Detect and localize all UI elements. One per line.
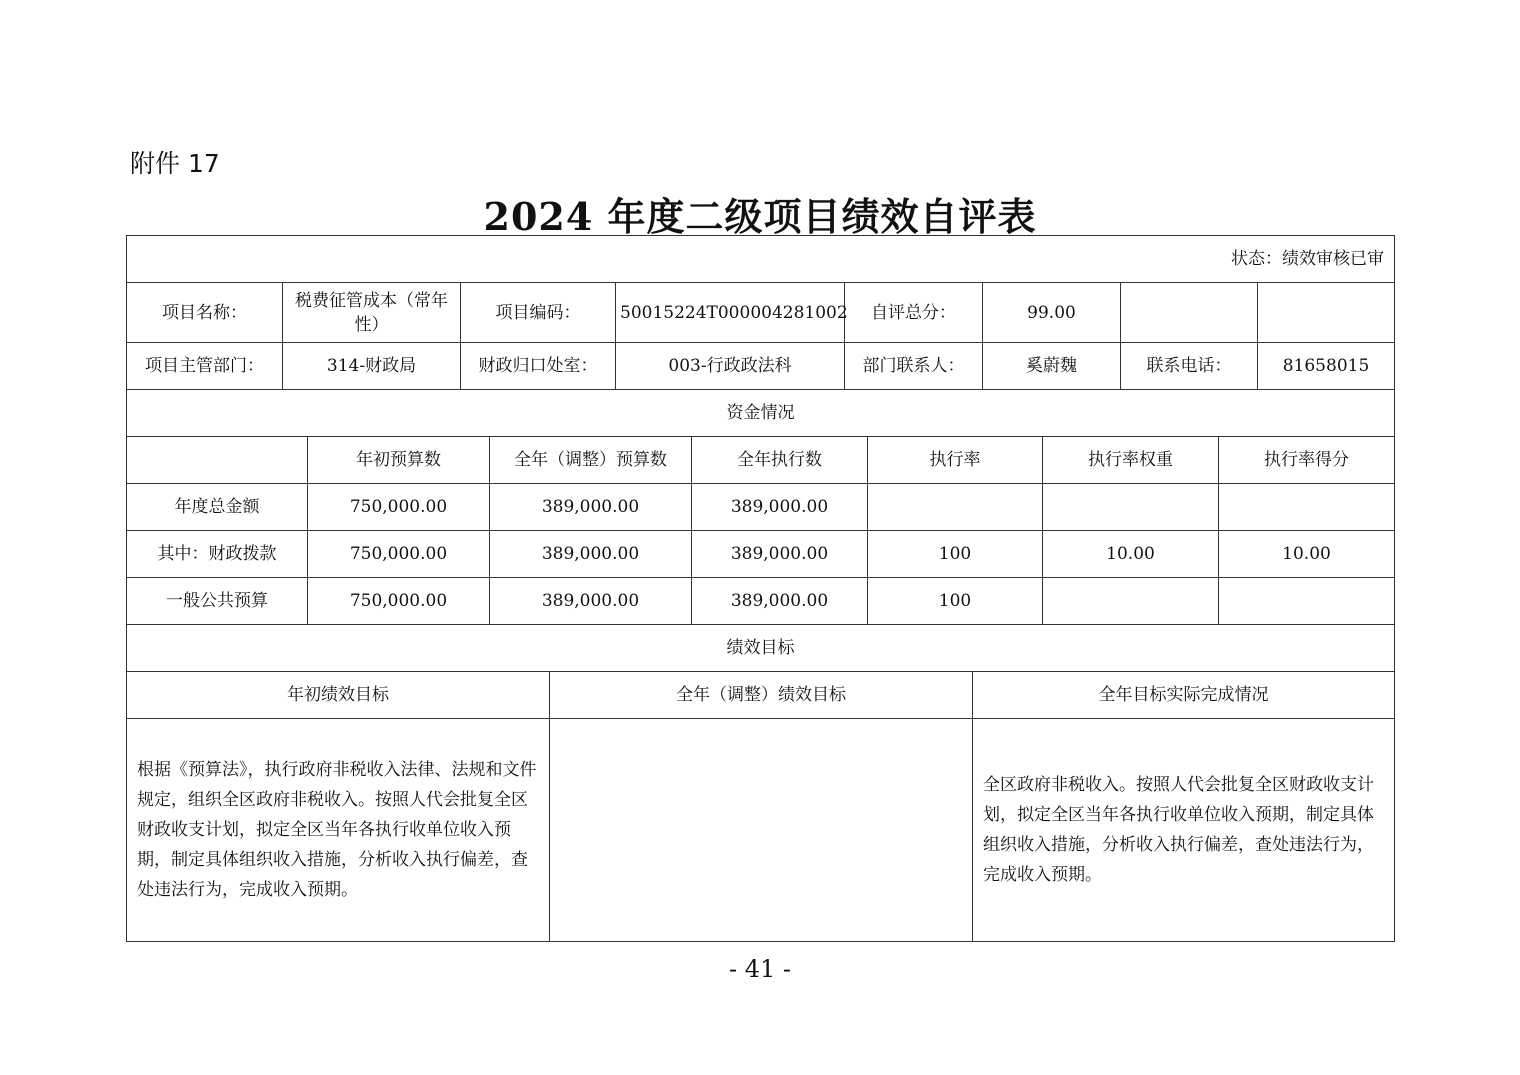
funds-header-cell: 全年执行数 xyxy=(692,437,868,484)
table-cell: 389,000.00 xyxy=(692,484,868,531)
contact-label: 部门联系人： xyxy=(845,343,983,390)
table-cell: 750,000.00 xyxy=(308,578,490,625)
funds-section-title: 资金情况 xyxy=(127,390,1395,437)
table-cell xyxy=(1043,484,1219,531)
score-label: 自评总分： xyxy=(845,283,983,343)
table-cell: 389,000.00 xyxy=(692,531,868,578)
table-cell: 100 xyxy=(868,531,1043,578)
attachment-label: 附件 17 xyxy=(130,149,220,178)
table-cell: 389,000.00 xyxy=(490,484,692,531)
funds-header-cell: 执行率 xyxy=(868,437,1043,484)
status-text: 状态：绩效审核已审 xyxy=(127,236,1395,283)
table-cell: 389,000.00 xyxy=(692,578,868,625)
funds-header-cell: 执行率权重 xyxy=(1043,437,1219,484)
table-cell xyxy=(1219,578,1395,625)
actual-completion-text: 全区政府非税收入。按照人代会批复全区财政收支计划，拟定全区当年各执行收单位收入预期，制定具体组织收入措施，分析收入执行偏差，查处违法行为，完成收入预期。 xyxy=(973,719,1395,942)
phone-value: 81658015 xyxy=(1258,343,1395,390)
table-cell xyxy=(1219,484,1395,531)
funds-header-cell xyxy=(127,437,308,484)
table-cell: 年度总金额 xyxy=(127,484,308,531)
document-title: 2024 年度二级项目绩效自评表 xyxy=(483,194,1037,239)
table-cell: 389,000.00 xyxy=(490,531,692,578)
phone-label: 联系电话： xyxy=(1121,343,1258,390)
goals-content-row xyxy=(127,719,1395,942)
table-cell: 10.00 xyxy=(1043,531,1219,578)
table-cell: 750,000.00 xyxy=(308,531,490,578)
empty-cell xyxy=(1258,283,1395,343)
funds-header-cell: 执行率得分 xyxy=(1219,437,1395,484)
goals-section-title: 绩效目标 xyxy=(127,625,1395,672)
adjusted-goal-text xyxy=(550,719,973,942)
table-row xyxy=(127,531,1395,578)
dept-label: 项目主管部门： xyxy=(127,343,283,390)
project-code-label: 项目编码： xyxy=(461,283,616,343)
funds-table xyxy=(126,389,1395,625)
dept-value: 314-财政局 xyxy=(283,343,461,390)
table-cell xyxy=(868,484,1043,531)
funds-header-row xyxy=(127,437,1395,484)
contact-value: 奚蔚魏 xyxy=(983,343,1121,390)
goals-table xyxy=(126,624,1395,942)
table-cell: 750,000.00 xyxy=(308,484,490,531)
project-name-value: 税费征管成本（常年性） xyxy=(283,283,461,343)
goals-header-cell: 年初绩效目标 xyxy=(127,672,550,719)
goals-header-cell: 全年目标实际完成情况 xyxy=(973,672,1395,719)
table-row xyxy=(127,484,1395,531)
page-number: - 41 - xyxy=(728,955,791,983)
office-value: 003-行政政法科 xyxy=(616,343,845,390)
score-value: 99.00 xyxy=(983,283,1121,343)
project-name-label: 项目名称： xyxy=(127,283,283,343)
funds-header-cell: 全年（调整）预算数 xyxy=(490,437,692,484)
table-cell: 其中：财政拨款 xyxy=(127,531,308,578)
table-row xyxy=(127,578,1395,625)
project-code-value: 50015224T000004281002 xyxy=(616,283,845,343)
table-cell: 10.00 xyxy=(1219,531,1395,578)
office-label: 财政归口处室： xyxy=(461,343,616,390)
funds-header-cell: 年初预算数 xyxy=(308,437,490,484)
project-info-table xyxy=(126,235,1395,390)
table-cell: 一般公共预算 xyxy=(127,578,308,625)
evaluation-form xyxy=(126,235,1394,942)
table-cell xyxy=(1043,578,1219,625)
goals-header-row xyxy=(127,672,1395,719)
initial-goal-text: 根据《预算法》，执行政府非税收入法律、法规和文件规定，组织全区政府非税收入。按照人代会批复全区财政收支计划，拟定全区当年各执行收单位收入预期，制定具体组织收入措施，分析收入执行偏差，查处违法行为，完成收入预期。 xyxy=(127,719,550,942)
table-cell: 389,000.00 xyxy=(490,578,692,625)
goals-header-cell: 全年（调整）绩效目标 xyxy=(550,672,973,719)
table-cell: 100 xyxy=(868,578,1043,625)
empty-cell xyxy=(1121,283,1258,343)
